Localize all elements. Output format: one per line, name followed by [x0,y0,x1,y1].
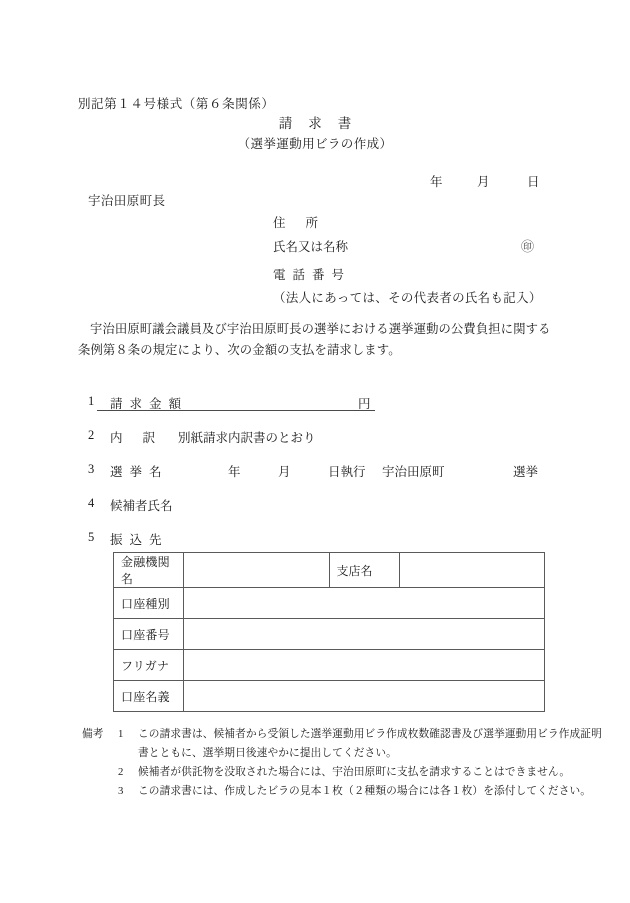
branch-name-label: 支店名 [329,553,399,588]
item-label: 候補者氏名 [110,499,173,513]
document-title: 請求書 [278,116,368,131]
addressee: 宇治田原町長 [88,194,166,208]
remark-number: 2 [118,766,124,778]
table-row [114,553,545,588]
table-row [114,681,545,712]
telephone-label: 電話番号 [273,268,352,282]
election-month-label: 月 [278,465,291,479]
remark-text: 候補者が供託物を没取された場合には、宇治田原町に支払を請求することはできません。 [138,766,571,778]
item-label: 内訳 [110,431,176,445]
bank-account-table [113,552,545,712]
election-town-label: 宇治田原町 [382,465,445,479]
remark-number: 1 [118,728,124,740]
election-execution-label: 日執行 [328,465,366,479]
item-label: 振込先 [110,533,169,547]
item-label: 請求金額 [110,397,189,411]
body-paragraph: 宇治田原町議会議員及び宇治田原町長の選挙における選挙運動の公費負担に関する条例第８条の規定により、次の金額の支払を請求します。 [78,322,551,357]
table-row [114,588,545,619]
corporate-note: （法人にあっては、その代表者の氏名も記入） [273,291,542,305]
name-label: 氏名又は名称 [273,240,349,254]
address-label: 住所 [273,216,339,230]
date-line [430,172,540,190]
remarks-label: 備考 [82,728,104,740]
item-number: 2 [88,428,95,442]
document-subtitle: （選挙運動用ビラの作成） [237,137,393,151]
date-day-label: 日 [527,175,540,189]
table-row [114,619,545,650]
form-number: 別記第１４号様式（第６条関係） [78,97,275,111]
election-year-label: 年 [228,465,241,479]
amount-input-line[interactable] [97,410,375,411]
account-number-field[interactable] [184,619,545,650]
election-suffix-label: 選挙 [513,465,539,479]
remark-text: この請求書には、作成したビラの見本１枚（２種類の場合には各１枚）を添付してください。 [138,785,592,797]
remark-number: 3 [118,785,124,797]
account-type-field[interactable] [184,588,545,619]
item-number: 3 [88,462,95,476]
account-furigana-field[interactable] [184,650,545,681]
item-number: 1 [88,394,95,408]
date-month-label: 月 [477,175,490,189]
item-number: 5 [88,530,95,544]
branch-name-field[interactable] [399,553,545,588]
bank-institution-label: 金融機関名 [114,553,184,588]
breakdown-value: 別紙請求内訳書のとおり [178,431,316,445]
account-type-label: 口座種別 [114,588,184,619]
account-holder-label: 口座名義 [114,681,184,712]
amount-unit: 円 [358,397,371,411]
account-furigana-label: フリガナ [114,650,184,681]
remark-text-continued: 書とともに、選挙期日後速やかに提出してください。 [138,747,397,759]
seal-icon: ㊞ [521,239,535,254]
item-label: 選挙名 [110,465,169,479]
item-number: 4 [88,496,95,510]
account-holder-field[interactable] [184,681,545,712]
date-year-label: 年 [430,175,443,189]
bank-institution-field[interactable] [184,553,330,588]
table-row [114,650,545,681]
account-number-label: 口座番号 [114,619,184,650]
remark-text: この請求書は、候補者から受領した選挙運動用ビラ作成枚数確認書及び選挙運動用ビラ作成証明 [138,728,602,740]
